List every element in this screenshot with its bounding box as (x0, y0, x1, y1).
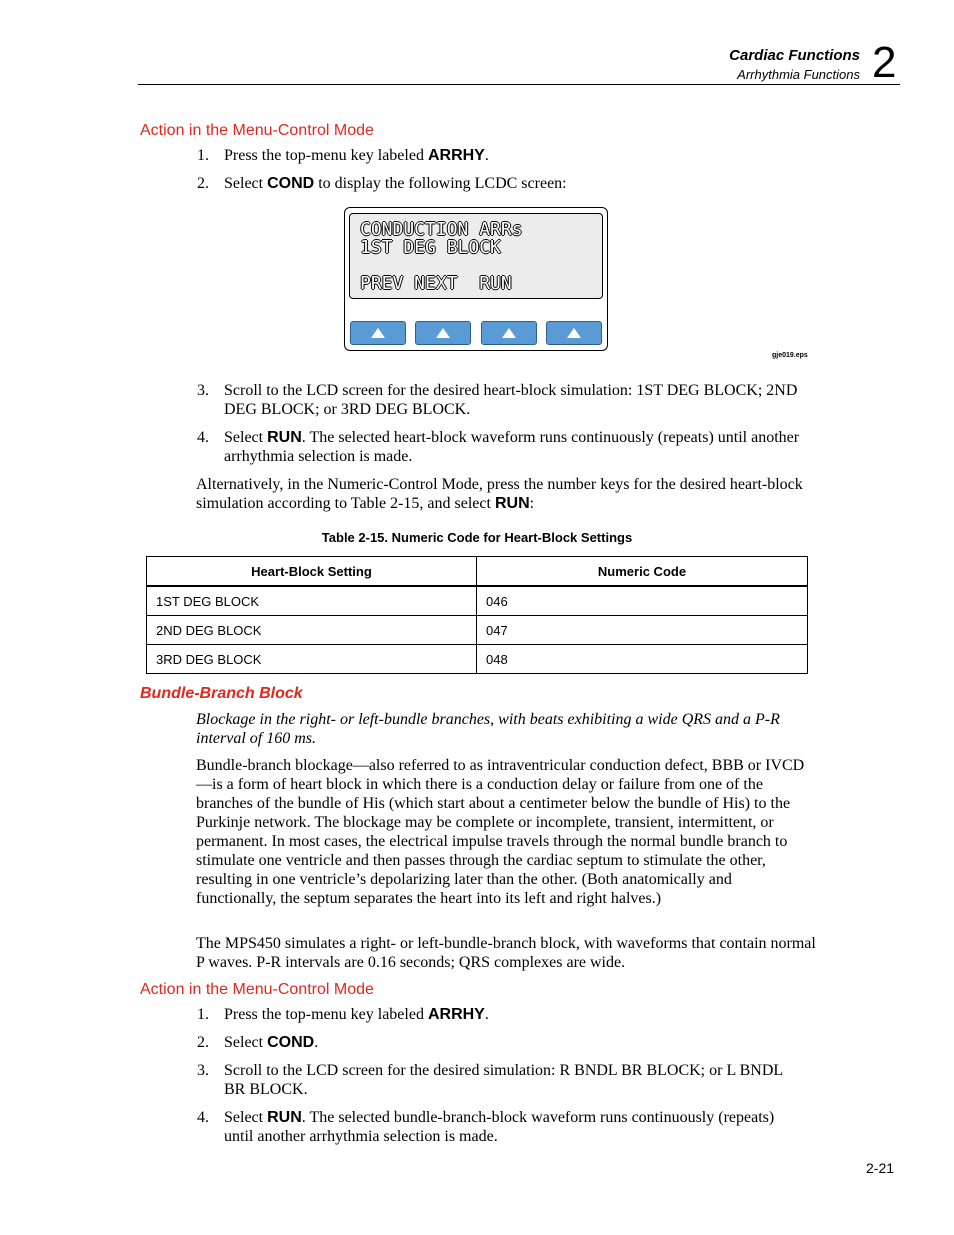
key-label-run: RUN (494, 495, 530, 512)
step-number: 4. (197, 1109, 209, 1126)
step-text: Select (224, 429, 268, 446)
key-label-run: RUN (267, 429, 302, 446)
figure-id: gje019.eps (772, 352, 808, 359)
step-number: 1. (197, 147, 209, 164)
lcd-line-1: CONDUCTION ARRs (360, 219, 523, 240)
step-text: Press the top-menu key labeled (224, 1006, 428, 1023)
softkey-3 (481, 321, 537, 345)
heart-block-table (146, 556, 808, 674)
step-text: Scroll to the LCD screen for the desired simulation: R BNDL BR BLOCK; or L BNDL BR BLOCK. (224, 1062, 783, 1098)
step-text-end: . (484, 147, 489, 164)
key-label-cond: COND (267, 1034, 315, 1051)
table-cell: 3RD DEG BLOCK (147, 645, 477, 674)
step-number: 2. (197, 175, 209, 192)
step-text: Press the top-menu key labeled (224, 147, 428, 164)
step-number: 3. (197, 382, 209, 399)
page-number: 2-21 (866, 1160, 895, 1176)
softkey-4 (546, 321, 602, 345)
step-text-end: . The selected bundle-branch-block waveform runs continuously (repeats) until another arrhythmia selection is made. (224, 1109, 775, 1145)
table-cell: 047 (477, 616, 808, 645)
table-row (147, 616, 808, 645)
table-cell: 2ND DEG BLOCK (147, 616, 477, 645)
alt-text: Alternatively, in the Numeric-Control Mode, press the number keys for the desired heart-block simulation according to Table 2-15, and select (196, 476, 803, 512)
section-heading-menu-control: Action in the Menu-Control Mode (140, 122, 374, 139)
step-text-end: . (484, 1006, 489, 1023)
lcd-line-3: PREV NEXT RUN (360, 273, 512, 294)
step-text: Select (224, 1109, 268, 1126)
table-cell: 046 (477, 586, 808, 616)
up-arrow-icon (436, 328, 450, 338)
alt-text-end: : (529, 495, 535, 512)
key-label-arrhy: ARRHY (427, 147, 485, 164)
step-text-end: to display the following LCDC screen: (314, 175, 567, 192)
section-intro: Blockage in the right- or left-bundle branches, with beats exhibiting a wide QRS and a P-R interval of 160 ms. (196, 711, 780, 747)
up-arrow-icon (502, 328, 516, 338)
softkey-1 (350, 321, 406, 345)
step-text-end: . The selected heart-block waveform runs continuously (repeats) until another arrhythmia selection is made. (224, 429, 800, 465)
up-arrow-icon (567, 328, 581, 338)
step-text: Select (224, 175, 268, 192)
header-rule (138, 84, 900, 85)
table-cell: 1ST DEG BLOCK (147, 586, 477, 616)
running-header-subtitle: Arrhythmia Functions (737, 67, 860, 82)
step-text: Select (224, 1034, 268, 1051)
step-text: Scroll to the LCD screen for the desired heart-block simulation: 1ST DEG BLOCK; 2ND DEG BLOCK; or 3RD DEG BLOCK. (224, 382, 798, 418)
table-row (147, 645, 808, 674)
lcd-line-2: 1ST DEG BLOCK (360, 237, 501, 258)
section-heading-menu-control-2: Action in the Menu-Control Mode (140, 981, 374, 998)
column-header: Numeric Code (477, 557, 808, 587)
table-cell: 048 (477, 645, 808, 674)
lcd-screen (349, 213, 603, 299)
step-number: 4. (197, 429, 209, 446)
step-number: 2. (197, 1034, 209, 1051)
running-header-title: Cardiac Functions (729, 47, 860, 64)
step-number: 1. (197, 1006, 209, 1023)
paragraph-mps450: The MPS450 simulates a right- or left-bundle-branch block, with waveforms that contain normal P waves. P-R intervals are 0.16 seconds; QRS complexes are wide. (196, 935, 816, 971)
table-header-row (147, 557, 808, 587)
key-label-arrhy: ARRHY (427, 1006, 485, 1023)
key-label-run: RUN (267, 1109, 302, 1126)
step-number: 3. (197, 1062, 209, 1079)
column-header: Heart-Block Setting (147, 557, 477, 587)
alternative-paragraph (196, 475, 816, 513)
paragraph-bundle-branch: Bundle-branch blockage—also referred to as intraventricular conduction defect, BBB or IVCD—is a form of heart block in which there is a conduction delay or failure from one of the branches of the bundle of His (which start about a centimeter below the bundle of His) to the Purkinje network. The blockage may be complete or incomplete, transient, intermittent, or permanent. In most cases, the electrical impulse travels through the normal bundle branch to stimulate one ventricle and then passes through the cardiac septum to stimulate the other, resulting in one ventricle’s depolarizing later than the other. (Both anatomically and functionally, the septum separates the heart into its left and right halves.) (196, 757, 805, 907)
table-row (147, 586, 808, 616)
table-caption: Table 2-15. Numeric Code for Heart-Block Settings (321, 530, 633, 545)
up-arrow-icon (371, 328, 385, 338)
section-heading-bundle-branch: Bundle-Branch Block (140, 685, 303, 702)
step-text-end: . (314, 1034, 319, 1051)
key-label-cond: COND (267, 175, 315, 192)
softkey-2 (415, 321, 471, 345)
chapter-number: 2 (872, 38, 897, 87)
